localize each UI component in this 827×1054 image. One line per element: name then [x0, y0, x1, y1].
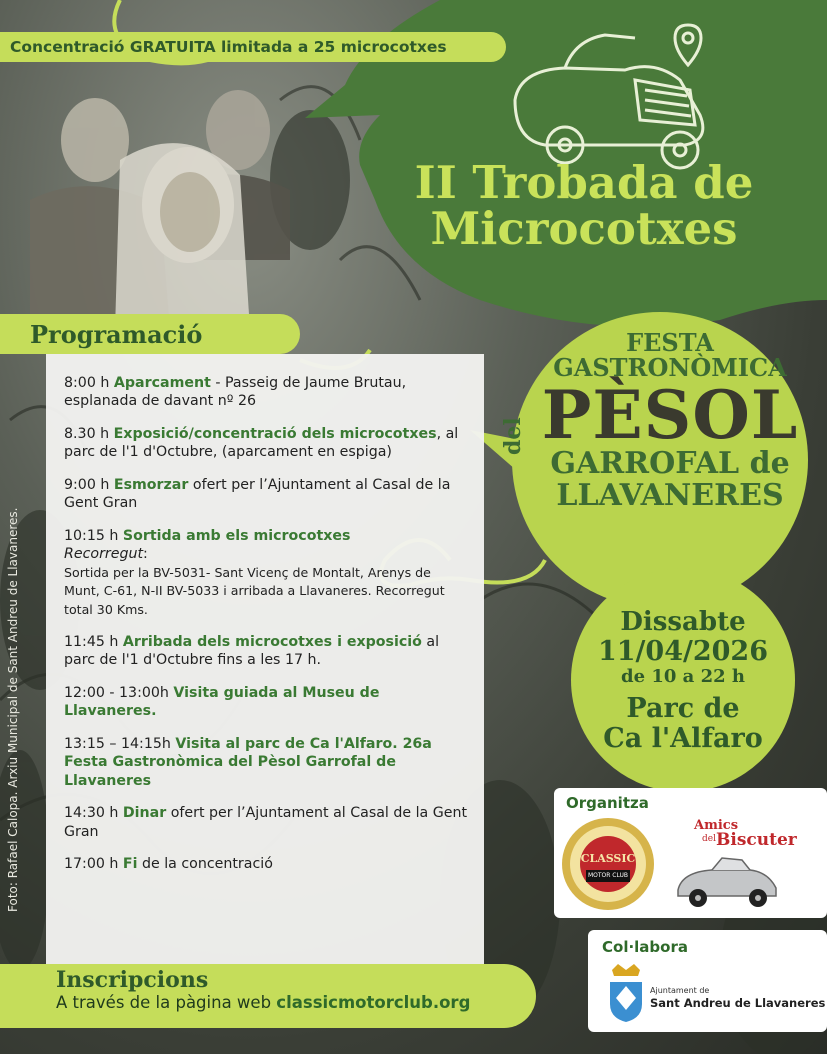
item-highlight: Arribada dels microcotxes i exposició	[122, 633, 422, 650]
inscripcions-title: Inscripcions	[56, 967, 209, 993]
ajuntament-name: Sant Andreu de Llavaneres	[650, 996, 826, 1010]
schedule-item	[64, 476, 470, 513]
route-text: Sortida per la BV-5031- Sant Vicenç de Montalt, Arenys de Munt, C-61, N-II BV-5033 i arribada a Llavaneres. Recorregut total 30 Kms.	[64, 564, 445, 617]
schedule-item	[64, 425, 470, 462]
inscripcions-text: A través de la pàgina web classicmotorclub.org	[56, 993, 471, 1013]
item-highlight: Exposició/concentració dels microcotxes	[113, 425, 437, 442]
item-time: 13:15 – 14:15h	[64, 735, 171, 752]
ajuntament-small: Ajuntament de	[650, 986, 710, 995]
photo-credit: Foto: Rafael Calopa. Arxiu Municipal de Sant Andreu de Llavaneres.	[6, 507, 20, 912]
event-place-2: Ca l'Alfaro	[603, 722, 763, 754]
top-banner	[0, 32, 506, 62]
title-line-2: Microcotxes	[430, 201, 738, 255]
banner-text: Concentració GRATUITA limitada a 25 microcotxes	[10, 38, 447, 56]
festa-block	[520, 330, 820, 511]
organitza-box	[554, 788, 827, 918]
item-time: 8:00 h	[64, 375, 110, 391]
classic-logo-text: CLASSIC	[580, 852, 636, 865]
col-labora-label: Col·labora	[602, 938, 688, 956]
item-time: 17:00 h	[64, 856, 119, 873]
item-text: al parc de l'1 d'Octubre fins a les 17 h.	[64, 633, 440, 669]
festa-line-1: FESTA	[626, 328, 714, 357]
event-day: Dissabte	[620, 607, 746, 637]
item-time: 12:00 - 13:00h	[64, 684, 169, 701]
inscripcions-bar	[0, 964, 536, 1028]
item-time: 9:00 h	[64, 476, 110, 493]
schedule-item	[64, 855, 470, 873]
programacio-tab	[0, 314, 300, 354]
title-line-1: II Trobada de	[414, 156, 754, 209]
main-title	[364, 156, 804, 255]
festa-line-2: GASTRONÒMICA	[553, 353, 787, 383]
item-text: , al parc de l'1 d'Octubre, (aparcament en espiga)	[64, 425, 459, 461]
item-highlight: Aparcament	[113, 375, 211, 391]
event-date: 11/04/2026	[597, 635, 768, 667]
col-labora-box	[588, 930, 827, 1032]
event-place-1: Parc de	[626, 692, 740, 724]
schedule-panel	[46, 354, 484, 966]
pesol-word: PÈSOL	[541, 376, 799, 455]
item-highlight: Visita al parc de Ca l'Alfaro. 26a Festa Gastronòmica del Pèsol Garrofal de Llavaneres	[64, 735, 432, 789]
crown-shield-icon	[606, 964, 646, 1024]
schedule-item	[64, 374, 470, 411]
item-text: ofert per l’Ajuntament al Casal de la Gent Gran	[64, 476, 451, 512]
item-highlight: Dinar	[122, 805, 167, 822]
schedule-item	[64, 735, 470, 790]
item-time: 14:30 h	[64, 805, 119, 822]
item-text: - Passeig de Jaume Brutau, esplanada de davant nº 26	[64, 375, 407, 410]
organitza-label: Organitza	[566, 794, 649, 812]
festa-line-4: LLAVANERES	[556, 477, 784, 513]
schedule-item	[64, 804, 470, 841]
amics-del-biscuter-logo	[672, 818, 822, 914]
item-highlight: Esmorzar	[113, 476, 189, 493]
item-text: ofert per l’Ajuntament al Casal de la Gent Gran	[64, 805, 468, 840]
schedule-item	[64, 633, 470, 670]
item-time: 11:45 h	[64, 633, 119, 650]
classic-logo-subtext: MOTOR CLUB	[587, 872, 629, 879]
programacio-label: Programació	[30, 319, 203, 349]
schedule-item: 10:15 h Sortida amb els microcotxes Recorregut: Sortida per la BV-5031- Sant Vicenç de Montalt, Arenys de Munt, C-61, N-II BV-5033 i arribada a Llavaneres. Recorregut total 30 Kms.	[64, 527, 445, 617]
amics-line-3: Biscuter	[716, 830, 797, 850]
website-link[interactable]: classicmotorclub.org	[276, 993, 471, 1013]
classic-motor-club-logo	[560, 816, 656, 912]
ajuntament-logo	[606, 964, 826, 1028]
amics-line-2: del	[702, 834, 716, 844]
route-label: Recorregut	[64, 546, 144, 563]
event-hours: de 10 a 22 h	[621, 666, 745, 688]
item-highlight: Visita guiada al Museu de Llavaneres.	[64, 684, 380, 720]
item-text: de la concentració	[137, 856, 273, 873]
festa-line-3: GARROFAL de	[550, 446, 790, 482]
del-word: del	[500, 417, 526, 455]
item-time: 8.30 h	[64, 425, 110, 442]
item-highlight: Sortida amb els microcotxes	[122, 527, 351, 544]
item-time: 10:15 h	[64, 527, 119, 544]
date-block	[578, 608, 788, 753]
amics-line-1: Amics	[694, 818, 739, 833]
item-highlight: Fi	[122, 856, 138, 873]
schedule-item	[64, 684, 470, 721]
people-figures	[30, 90, 290, 330]
